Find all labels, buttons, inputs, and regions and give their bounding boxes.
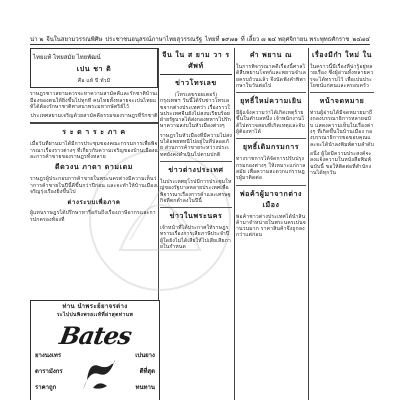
article-heading: ข่าวในพระนคร <box>169 211 223 221</box>
article-heading: พ่อค้าผู้มาจากต่างเมือง <box>239 188 303 209</box>
issue-date: ที่ เลี้ยว ๗ ๒๔ พฤศจิกายน พระพุทธศักราช <box>240 36 350 43</box>
bates-advertisement <box>30 300 160 400</box>
ad-right-text: ดีที่สุด <box>139 368 155 375</box>
article-text: ในการพิจารณาคดีเรื่องนี้ศาลได้สืบพยานโจทก์และพยานจำเลยครบถ้วนแล้ว จึงนัดฟังคำพิพากษาในวันต่อไป <box>236 64 306 89</box>
article-text: ผู้แทนราษฎรได้ปรึกษาหารือกันถึงเรื่องภาษีอากรและการปกครองท้องที่ <box>30 210 156 223</box>
article-text: ทางราชการได้จัดการปรับปรุงกรมกองต่างๆ ให้เหมาะแก่กาลสมัย เพื่อความสะดวกแก่ราษฎรผู้มาติดต่อ <box>236 156 306 182</box>
article-text: พ่อค้าชาวต่างประเทศได้นำสินค้ามาจำหน่ายในพระนครเปนจำนวนมาก ราคาสินค้าจึงถูกลงกว่าแต่ก่อน <box>236 213 306 239</box>
motto-heading: เปน ชา ติ <box>76 64 112 73</box>
divider <box>160 161 232 162</box>
article-heading: ยุทธิ์เดิมกรมการ <box>242 142 300 152</box>
article-text: เมื่อวันที่ผ่านมาได้มีการประชุมของคณะกรรมการเพื่อพิจารณาเรื่องราวต่างๆ ที่เกี่ยวกับความเจริญของบ้านเมืองและการค้าขายของราษฎรทั้งหลาย <box>30 141 158 161</box>
article-heading: คำ พยาน ณ <box>249 50 293 59</box>
section-heading: ร ะ ด า ร ะ ภา ค <box>62 127 126 137</box>
divider <box>30 122 158 124</box>
article-heading: หน้าจดหมาย <box>319 96 365 106</box>
publication-name: ประชาชนอนุสรณ์ภาษาไทยสุวรรณรัฐ <box>105 36 203 43</box>
issue-number: ไทยที่ ๑๙๗๑ <box>205 36 238 43</box>
column-2 <box>160 48 232 400</box>
article-text: กรุงเทพฯ วันนี้ได้รับข่าวโทรเลขจากต่างประเทศว่า เรื่องราวในประเทศจีนยังไม่สงบเรียบร้อย ฝ่ายรัฐบาลได้ส่งกองทหารไปรักษาความสงบในหัวเมืองต่างๆ <box>160 98 231 130</box>
article-subheading: (โทรเลขรอยเตอร์) <box>174 92 218 98</box>
column-4 <box>310 48 374 400</box>
article-heading: ข่าวโทรเลข <box>175 78 217 87</box>
bates-logo: Bates <box>57 321 133 350</box>
column-3 <box>236 48 306 400</box>
column-rule <box>234 48 235 400</box>
divider <box>310 92 374 93</box>
masthead-strip <box>30 34 370 45</box>
motto-sub: คือ แท้ ปี ทั่วมี <box>77 78 111 84</box>
article-text: มีผู้แจ้งความว่าได้เกิดเหตุร้ายขึ้นในตำบลหนึ่ง เจ้าพนักงานได้ไปตรวจสอบที่เกิดเหตุและจับผู้ต้องหาได้ <box>236 110 305 136</box>
article-text: เจ้าหน้าที่ได้ประกาศให้ราษฎรทราบเรื่องการเสียภาษีประจำปี ผู้ใดยังไม่ได้เสียให้ไปเสียเสียภายในกำหนด <box>160 225 231 251</box>
motto-box <box>30 48 158 88</box>
article-text: ราษฎรในหัวเมืองที่มีความไม่สงบได้อพยพหนีไปอยู่ในที่ปลอดภัย ส่วนการค้าขายระหว่างประเทศยังคงดำเนินไปตามปกติ <box>160 132 232 158</box>
article-heading: ข่าวต่างประเทศ <box>168 164 224 174</box>
ad-left-text: ราคาถูก <box>35 384 57 391</box>
article-text: อนึ่ง ผู้ใดมีความประสงค์จะลงแจ้งความในหนังสือพิมพ์ฉบับนี้ ขอให้ติดต่อที่สำนักงานได้ทุกวัน <box>310 150 372 176</box>
section-heading: ต่างระบบเพื่อภาค <box>67 199 121 207</box>
ad-line: ท่าน นำพระย์ยาจรต่าง <box>62 303 128 310</box>
dragon-illustration-icon <box>79 350 119 394</box>
article-heading: เรื่องมีกำ ใหม่ ใน <box>311 50 373 59</box>
divider <box>236 92 306 93</box>
article-heading: ยุทธิ์ใหม่ความเยิน <box>240 96 302 106</box>
column-heading: จีน ใน ส ยาม วา ร ศัพท์ <box>160 50 232 75</box>
ad-right-text: เปนยาง <box>135 352 155 359</box>
issue-year: ๒๔๗๔ <box>352 36 370 43</box>
article-note: ประเทศสยามเจริญด้วยสามัคคีธรรมของราษฎรที่รักชาติ <box>30 113 158 120</box>
divider <box>160 207 232 208</box>
ad-right-text: ทนทาน <box>135 384 155 391</box>
divider <box>236 138 306 139</box>
column-rule <box>308 48 309 400</box>
ad-left-text: ยางนงเทร <box>35 352 62 359</box>
section-title: จีนในสยามวรรณพิศิษ <box>46 36 103 43</box>
divider <box>236 185 306 186</box>
article-text: ท่านผู้อ่านได้มีจดหมายมาถึงกองบรรณาธิการหลายฉบับ แสดงความเห็นในเรื่องต่างๆ ที่เกิดขึ้นในบ้านเมือง กองบรรณาธิการขอขอบคุณและจะได้นำลงพิมพ์ตามลำดับ <box>310 110 374 148</box>
ad-left-text: ดารามังกร <box>35 368 63 375</box>
section-heading: ดีดวงน ภาดา ดามเดม <box>55 162 133 172</box>
article-text: ในประเทศยุโรปมีการประชุมใหญ่ของรัฐบาลหลายประเทศเพื่อพิจารณาเรื่องการค้าและเศรษฐกิจที่ตกต่ำลงในปีนี้ <box>160 178 232 204</box>
page-number: น่า ๒ <box>30 36 44 43</box>
article-text: ราษฎรผู้ประกอบการค้าขายในพระนครต่างมีความเห็นว่าการค้าขายในปีนี้ดีขึ้นกว่าปีก่อน และจะทำให้บ้านเมืองเจริญรุ่งเรืองยิ่งขึ้นไป <box>30 176 158 195</box>
motto-line: ไทยแท้ ไทยสมัย ไทยพัฒน์ <box>33 54 101 61</box>
article-text: ราษฎรชาวสยามควรจะหาความสามัคคีและรักชาติบ้านเมืองของตนให้ยิ่งขึ้นไปทุกที คนไทยทั้งหลายจะเปนไทยแท้ได้ต้องรักษาชาติศาสนาพระมหากษัตริย์ไว้ <box>30 91 158 110</box>
article-text: ในคราวนี้มีเรื่องที่น่ารู้อยู่หลายเรื่อง ซึ่งผู้อ่านทั้งหลายควรจะได้ทราบไว้ เพื่อเปนประโยชน์แก่ตนและครอบครัว <box>310 64 374 89</box>
ad-line: ระไปปนพิงพรยเเท้ที่ผ่าสุดท่านพ <box>56 312 134 318</box>
